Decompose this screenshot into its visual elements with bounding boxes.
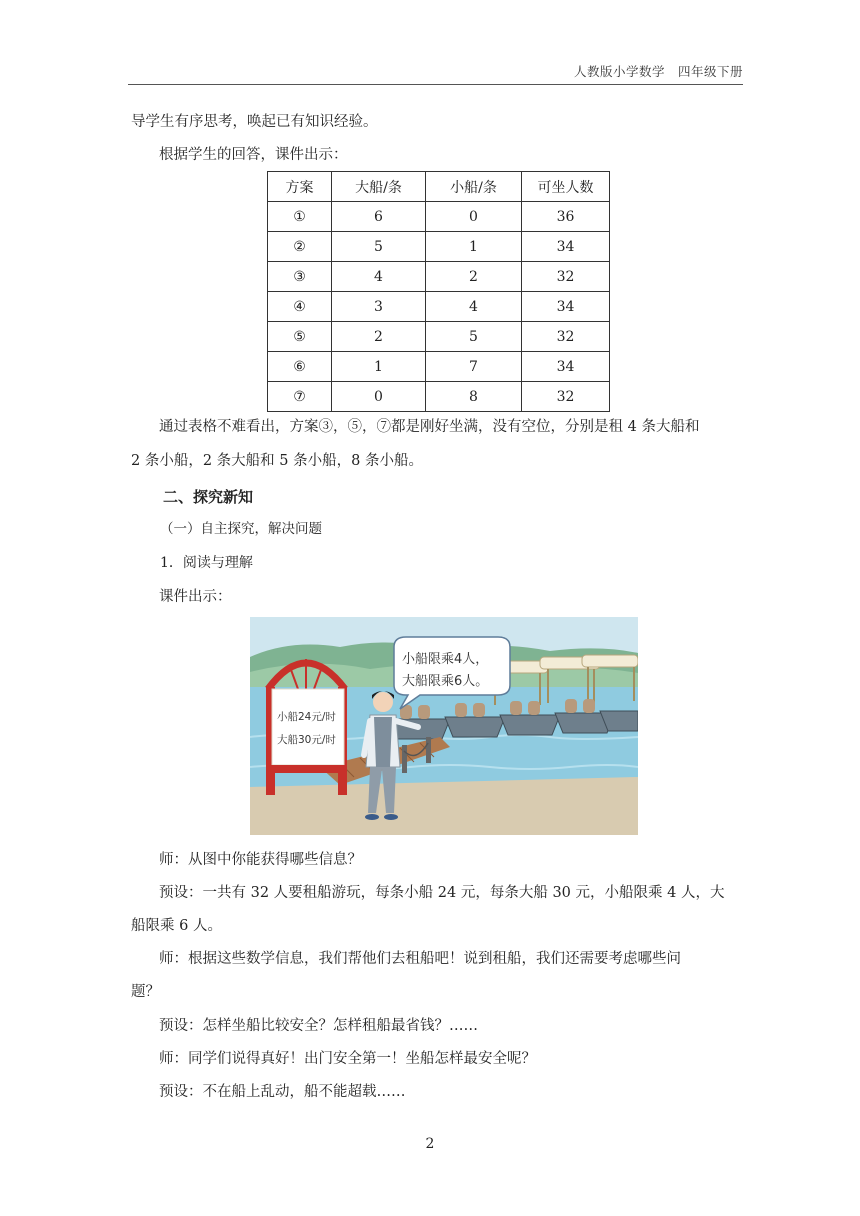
- table-row: [268, 352, 610, 382]
- running-header: 人教版小学数学 四年级下册: [573, 64, 743, 79]
- table-cell: 7: [426, 352, 522, 382]
- table-cell: ③: [268, 262, 332, 292]
- table-row: [268, 232, 610, 262]
- table-cell: 1: [332, 352, 426, 382]
- speech-bubble-line2: 大船限乘6人。: [402, 674, 489, 689]
- table-cell: 1: [426, 232, 522, 262]
- table-cell: 32: [522, 382, 610, 412]
- table-header-cell: 可坐人数: [522, 172, 610, 202]
- paragraph: 师：同学们说得真好！出门安全第一！坐船怎样最安全呢？: [159, 1051, 536, 1067]
- paragraph: 船限乘 6 人。: [131, 918, 222, 934]
- table-cell: 3: [332, 292, 426, 322]
- paragraph: 通过表格不难看出，方案③，⑤，⑦都是刚好坐满，没有空位，分别是租 4 条大船和: [159, 419, 700, 435]
- table-cell: 4: [332, 262, 426, 292]
- subsection-heading: （一）自主探究，解决问题: [160, 521, 322, 537]
- paragraph: 预设：怎样坐船比较安全？怎样租船最省钱？……: [159, 1018, 478, 1034]
- paragraph: 师：从图中你能获得哪些信息？: [159, 852, 362, 868]
- table-cell: 6: [332, 202, 426, 232]
- paragraph: 导学生有序思考，唤起已有知识经验。: [131, 114, 378, 130]
- paragraph: 师：根据这些数学信息，我们帮他们去租船吧！说到租船，我们还需要考虑哪些问: [159, 951, 681, 967]
- plan-table: [267, 171, 610, 412]
- table-cell: 34: [522, 232, 610, 262]
- table-cell: ⑤: [268, 322, 332, 352]
- table-row: [268, 292, 610, 322]
- table-cell: ②: [268, 232, 332, 262]
- table-cell: 5: [426, 322, 522, 352]
- table-cell: 32: [522, 262, 610, 292]
- table-cell: 2: [332, 322, 426, 352]
- item-heading: 1．阅读与理解: [160, 555, 253, 571]
- table-cell: 8: [426, 382, 522, 412]
- paragraph: 预设：一共有 32 人要租船游玩，每条小船 24 元，每条大船 30 元，小船限乘 4 人，大: [159, 885, 725, 901]
- table-header-cell: 方案: [268, 172, 332, 202]
- section-heading: 二、探究新知: [163, 488, 254, 506]
- header-rule: [128, 84, 743, 85]
- paragraph: 题？: [131, 984, 160, 1000]
- table-row: [268, 322, 610, 352]
- table-cell: 2: [426, 262, 522, 292]
- paragraph: 2 条小船，2 条大船和 5 条小船，8 条小船。: [131, 453, 423, 469]
- paragraph: 根据学生的回答，课件出示：: [159, 147, 348, 163]
- table-cell: ⑥: [268, 352, 332, 382]
- page-number: 2: [425, 1136, 435, 1152]
- table-cell: 0: [426, 202, 522, 232]
- table-cell: ⑦: [268, 382, 332, 412]
- paragraph: 课件出示：: [159, 589, 232, 605]
- table-cell: 32: [522, 322, 610, 352]
- table-header-row: [268, 172, 610, 202]
- table-cell: 34: [522, 352, 610, 382]
- table-cell: 36: [522, 202, 610, 232]
- table-header-cell: 大船/条: [332, 172, 426, 202]
- table-header-cell: 小船/条: [426, 172, 522, 202]
- speech-bubble-line1: 小船限乘4人，: [402, 652, 489, 667]
- paragraph: 预设：不在船上乱动，船不能超载……: [159, 1084, 406, 1100]
- table-row: [268, 202, 610, 232]
- table-cell: 34: [522, 292, 610, 322]
- table-cell: 5: [332, 232, 426, 262]
- table-cell: 4: [426, 292, 522, 322]
- table-row: [268, 382, 610, 412]
- table-cell: 0: [332, 382, 426, 412]
- sign-price-small: 小船24元/时: [277, 711, 336, 723]
- sign-price-large: 大船30元/时: [277, 734, 336, 746]
- table-cell: ①: [268, 202, 332, 232]
- table-cell: ④: [268, 292, 332, 322]
- boat-rental-illustration: [250, 617, 638, 835]
- table-row: [268, 262, 610, 292]
